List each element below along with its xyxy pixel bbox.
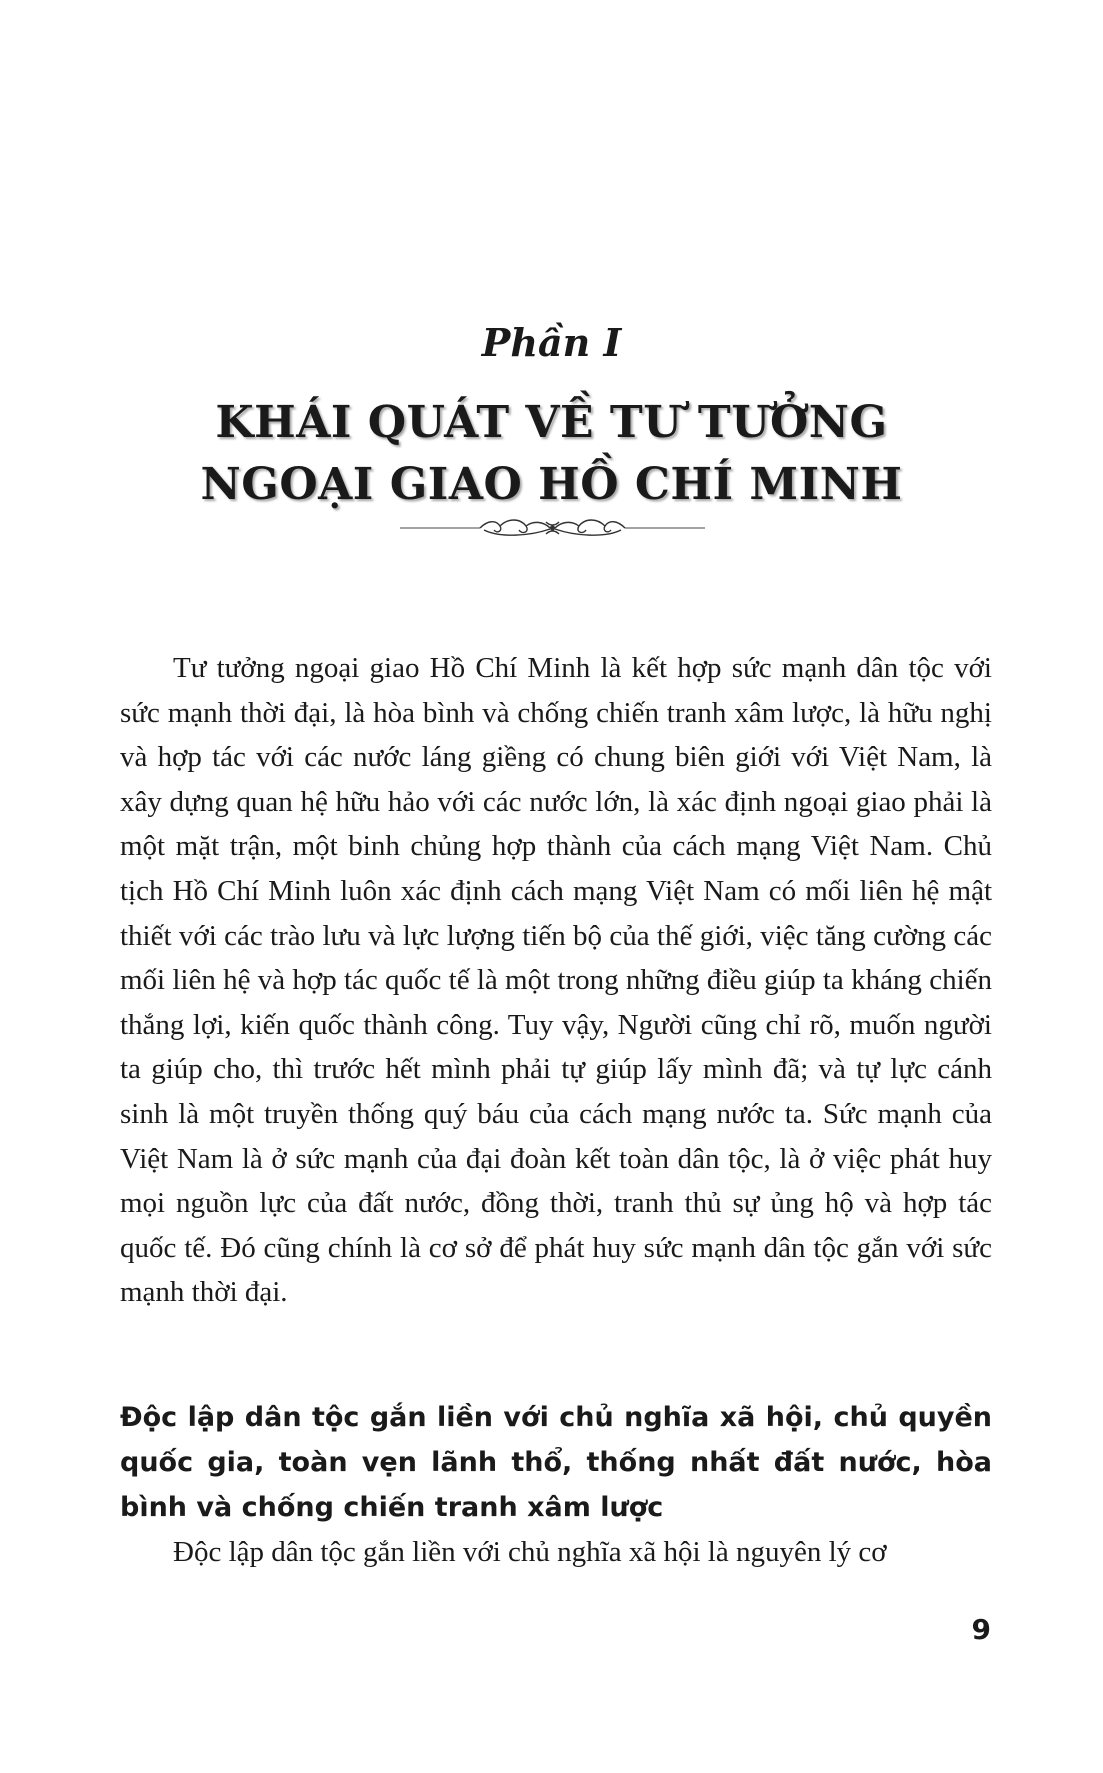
body-paragraph-1: Tư tưởng ngoại giao Hồ Chí Minh là kết hợp sức mạnh dân tộc với sức mạnh thời đại, là hòa bình và chống chiến tranh xâm lược, là hữu nghị và hợp tác với các nước láng giềng có chung biên giới với Việt Nam, là xây dựng quan hệ hữu hảo với các nước lớn, là xác định ngoại giao phải là một mặt trận, một binh chủng hợp thành của cách mạng Việt Nam. Chủ tịch Hồ Chí Minh luôn xác định cách mạng Việt Nam có mối liên hệ mật thiết với các trào lưu và lực lượng tiến bộ của thế giới, việc tăng cường các mối liên hệ và hợp tác quốc tế là một trong những điều giúp ta kháng chiến thắng lợi, kiến quốc thành công. Tuy vậy, Người cũng chỉ rõ, muốn người ta giúp cho, thì trước hết mình phải tự giúp lấy mình đã; và tự lực cánh sinh là một truyền thống quý báu của cách mạng nước ta. Sức mạnh của Việt Nam là ở sức mạnh của đại đoàn kết toàn dân tộc, là ở việc phát huy mọi nguồn lực của đất nước, đồng thời, tranh thủ sự ủng hộ và hợp tác quốc tế. Đó cũng chính là cơ sở để phát huy sức mạnh dân tộc gắn với sức mạnh thời đại. [120,652,992,1309]
flourish-divider-icon [400,514,705,542]
page-number: 9 [971,1613,991,1646]
chapter-title [0,392,1103,516]
chapter-title-line-1: KHÁI QUÁT VỀ TƯ TƯỞNG [215,397,888,448]
part-label: Phần I [481,320,622,365]
section-heading: Độc lập dân tộc gắn liền với chủ nghĩa xã hội, chủ quyền quốc gia, toàn vẹn lãnh thổ, thống nhất đất nước, hòa bình và chống chiến tranh xâm lược [120,1402,992,1523]
body-paragraph-2: Độc lập dân tộc gắn liền với chủ nghĩa xã hội là nguyên lý cơ [173,1536,887,1568]
chapter-title-line-2: NGOẠI GIAO HỒ CHÍ MINH [200,459,903,510]
